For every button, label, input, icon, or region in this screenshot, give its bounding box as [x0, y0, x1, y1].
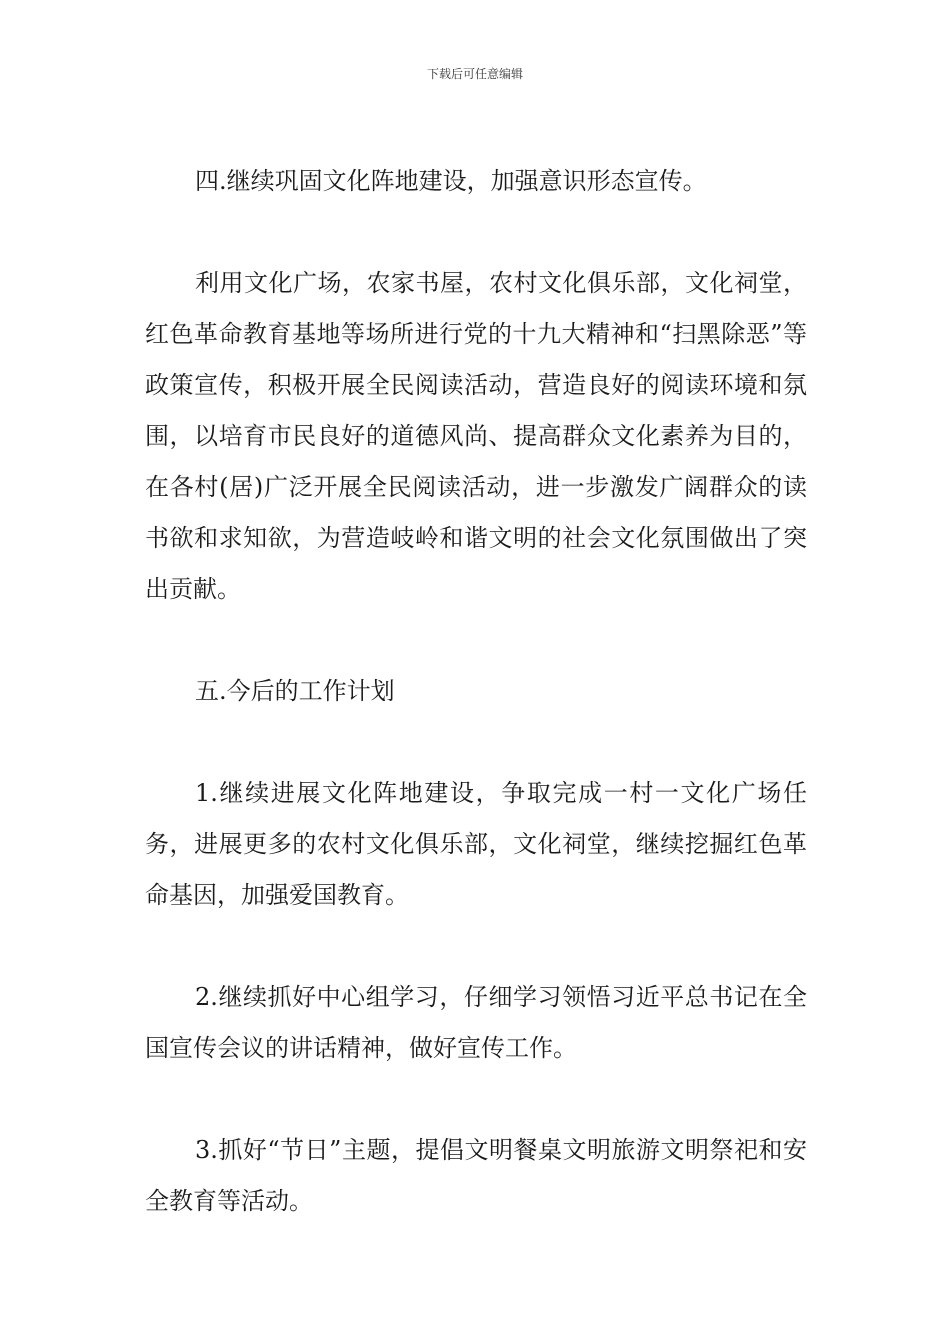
plan-item-3: 3.抓好“节日”主题，提倡文明餐桌文明旅游文明祭祀和安全教育等活动。 — [145, 1136, 807, 1215]
paragraph-culture-promotion: 利用文化广场，农家书屋，农村文化俱乐部，文化祠堂，红色革命教育基地等场所进行党的十九大精神和“扫黑除恶”等政策宣传，积极开展全民阅读活动，营造良好的阅读环境和氛围，以培育市民良好的道德风尚、提高群众文化素养为目的，在各村(居)广泛开展全民阅读活动，进一步激发广阔群众的读书欲和求知欲，为营造岐岭和谐文明的社会文化氛围做出了突出贡献。 — [145, 269, 807, 603]
plan-item-2: 2.继续抓好中心组学习，仔细学习领悟习近平总书记在全国宣传会议的讲话精神，做好宣传工作。 — [145, 983, 807, 1062]
page-header-note: 下载后可任意编辑 — [426, 67, 523, 81]
plan-item-1: 1.继续进展文化阵地建设，争取完成一村一文化广场任务，进展更多的农村文化俱乐部，文化祠堂，继续挖掘红色革命基因，加强爱国教育。 — [145, 779, 807, 909]
document-body — [145, 156, 807, 1227]
section-heading-five: 五.今后的工作计划 — [195, 677, 395, 705]
section-heading-four: 四.继续巩固文化阵地建设，加强意识形态宣传。 — [195, 167, 707, 195]
